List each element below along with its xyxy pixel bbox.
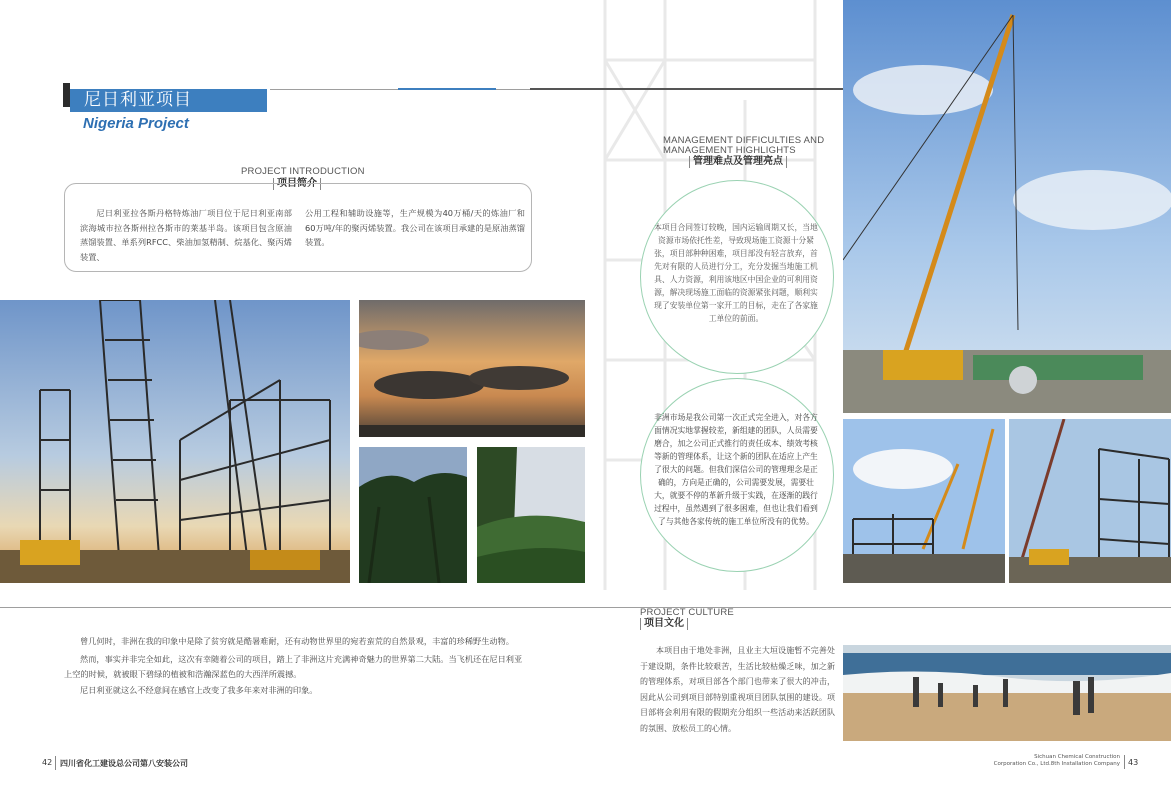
page-subtitle: Nigeria Project <box>83 115 189 132</box>
paragraph-2a: 然而，事实并非完全如此，这次有幸随着公司的项目，踏上了非洲这片充满神奇魅力的世界第二大陆。当飞机还在尼日利亚 <box>80 654 523 664</box>
company-name-en-1: Sichuan Chemical Construction <box>1034 754 1120 760</box>
header-rule <box>270 89 398 90</box>
paragraph-1: 曾几何时，非洲在我的印象中是除了贫穷就是酷暑难耐，还有动物世界里的宛若蛮荒的自然景观，丰富的珍稀野生动物。 <box>80 636 514 646</box>
crane-steel-frame-photo <box>0 300 350 583</box>
company-name-en-2: Corporation Co., Ltd.8th Installation Company <box>993 761 1120 767</box>
page-title: 尼日利亚项目 <box>70 89 267 112</box>
bottom-rule <box>0 607 585 608</box>
footer-divider <box>1124 755 1125 769</box>
management-circle-1-text: 本项目合同签订较晚，国内运输周期又长，当地资源市场依托性差，导致现场施工资源十分紧张，项目部种种困难，项目部没有轻言放弃，首先对有限的人员进行分工，充分发掘当地施工机具、人力资源，利用该地区中国企业的可利用资源，解决现场施工面临的资源紧张问题，顺利实现了安装单位第一家开工的目标，走在了各家施工单位的前面。 <box>654 223 818 323</box>
page-number-right: 43 <box>1128 758 1139 767</box>
culture-text: 本项目由于地处非洲，且业主大垣设施暂不完善处于建设期，条件比较艰苦，生活比较枯燥乏味，加之新的管理体系，对项目部各个部门也带来了很大的冲击，因此从公司到项目部特别重视项目团队氛围的建设。项目部将会利用有限的假期充分组织一些活动来活跃团队的氛围、放松员工的心情。 <box>640 646 835 733</box>
palm-trees-photo <box>359 447 467 583</box>
intro-column-1: 尼日利亚拉各斯丹格特炼油厂项目位于尼日利亚南部滨海城市拉各斯州拉各斯市的莱基半岛。该项目包含原油蒸馏装置、单系列RFCC、柴油加氢精制、烷基化、聚丙烯装置、 <box>80 208 292 262</box>
forest-landscape-photo <box>477 447 585 583</box>
management-heading-cn: 管理难点及管理亮点 <box>689 156 787 168</box>
crawler-crane-photo <box>843 0 1171 413</box>
management-heading-en-2: MANAGEMENT HIGHLIGHTS <box>663 145 796 156</box>
title-accent-bar <box>63 83 70 107</box>
culture-heading-cn: 项目文化 <box>640 618 688 630</box>
beach-team-photo <box>843 645 1171 741</box>
management-circle-2-text: 非洲市场是我公司第一次正式完全进入，对各方面情况实地掌握较差，新组建的团队，人员需要磨合，加之公司正式推行的责任成本、绩效考核等新的管理体系，让这个新的团队在适应上产生了很大的问题。但我们深信公司的管理理念是正确的，方向是正确的，公司需要发展，需要壮大，就要不停的革新升级于实践，在逐渐的践行过程中，虽然遇到了很多困难，但也让我们看到了与其他各家传统的施工单位所没有的优势。 <box>654 413 818 526</box>
culture-heading-en: PROJECT CULTURE <box>640 607 734 618</box>
management-heading-en-1: MANAGEMENT DIFFICULTIES AND <box>663 135 825 146</box>
footer-divider <box>55 756 56 770</box>
intro-heading-en: PROJECT INTRODUCTION <box>241 166 365 177</box>
intro-heading-cn: 项目简介 <box>273 178 321 190</box>
paragraph-2b: 上空的时候，就被眼下碧绿的植被和浩瀚深蓝色的大西洋所震撼。 <box>64 669 302 679</box>
paragraph-3: 尼日利亚就这么不经意间在感官上改变了我多年来对非洲的印象。 <box>80 685 318 695</box>
header-rule <box>496 89 530 90</box>
sunset-sky-photo <box>359 300 585 437</box>
crane-construction-site-photo <box>843 419 1005 583</box>
steel-structure-photo <box>1009 419 1171 583</box>
page-number-left: 42 <box>42 758 53 767</box>
header-rule-accent <box>398 88 496 90</box>
company-name-cn: 四川省化工建设总公司第八安装公司 <box>60 759 188 768</box>
intro-column-2: 公用工程和辅助设施等，生产规模为40万桶/天的炼油厂和60万吨/年的聚丙烯装置。我公司在该项目承建的是原油蒸馏装置。 <box>305 208 525 247</box>
